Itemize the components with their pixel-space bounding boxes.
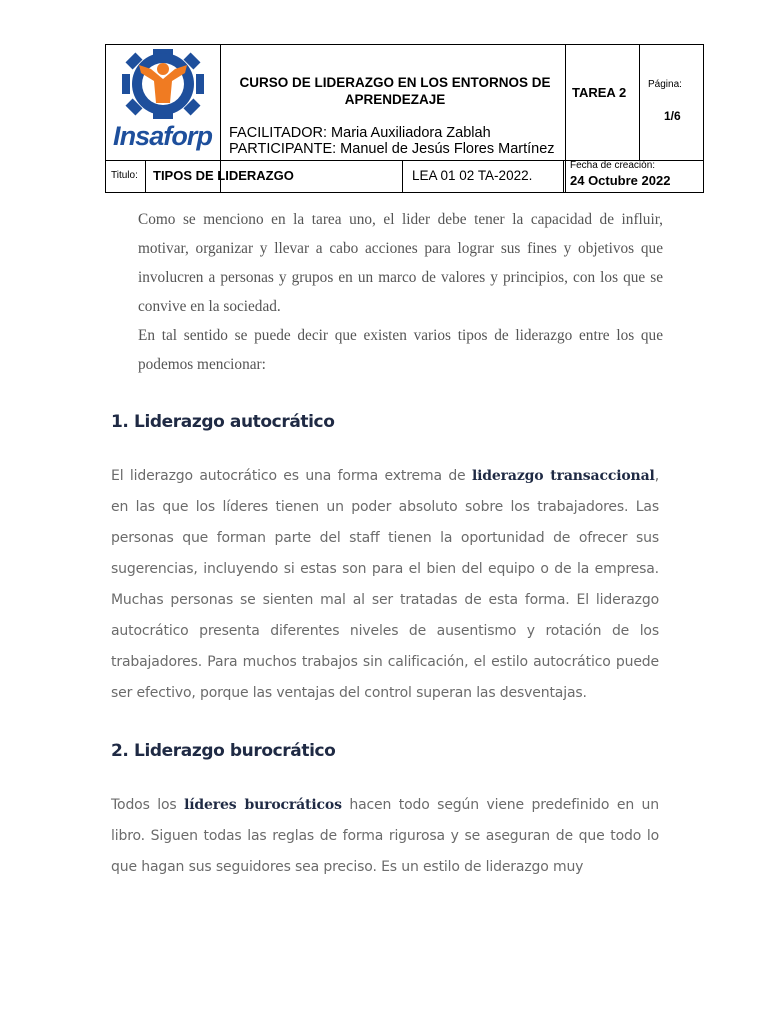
insaforp-logo [106, 45, 220, 160]
title-label-box [105, 160, 146, 192]
logo-wordmark: Insaforp [113, 121, 213, 151]
page-label: Página: [648, 79, 682, 90]
date-label: Fecha de creación: [570, 160, 656, 171]
section-heading-autocratic: 1. Liderazgo autocrático [111, 412, 335, 432]
section-paragraph-autocratic [111, 461, 659, 709]
course-title: CURSO DE LIDERAZGO EN LOS ENTORNOS DE APRENDEZAJE [239, 75, 551, 107]
title-label: Titulo: [111, 170, 138, 181]
highlighted-term-bureaucratic: líderes burocráticos [184, 797, 342, 813]
paragraph-text-start: El liderazgo autocrático es una forma extrema de [111, 468, 472, 484]
document-code: LEA 01 02 TA-2022. [412, 168, 533, 183]
title-value-box [145, 160, 403, 192]
section-heading-bureaucratic: 2. Liderazgo burocrático [111, 741, 336, 761]
page-number: 1/6 [664, 109, 681, 123]
intro-paragraph-1: Como se menciono en la tarea uno, el lider debe tener la capacidad de influir, motivar, organizar y llevar a cabo acciones para lograr sus fines y objetivos que involucren a personas y grupos en un marco de valores y principios, con los que se convive en la sociedad. [138, 211, 663, 315]
course-info-cell [221, 45, 566, 161]
logo-cell [106, 45, 221, 161]
paragraph-text-rest: , en las que los líderes tienen un poder absoluto sobre los trabajadores. Las personas que forman parte del staff tienen la oportunidad de ofrecer sus sugerencias, incluyendo si estas son para el bien del equipo o de la empresa. Muchas personas se sienten mal al ser tratadas de esta forma. El liderazgo autocrático presenta diferentes niveles de ausentismo y rotación de los trabajadores. Para muchos trabajos sin calificación, el estilo autocrático puede ser efectivo, porque las ventajas del control superan las desventajas. [111, 468, 659, 701]
page-cell [640, 45, 704, 161]
title-row [105, 160, 703, 192]
document-title: TIPOS DE LIDERAZGO [153, 168, 294, 183]
facilitator-label: FACILITADOR: Maria Auxiliadora Zablah [229, 125, 491, 141]
paragraph-text-start: Todos los [111, 797, 185, 813]
participant-label: PARTICIPANTE: Manuel de Jesús Flores Martínez [229, 141, 555, 157]
highlighted-term-transactional: liderazgo transaccional [471, 468, 655, 484]
section-paragraph-bureaucratic [111, 790, 659, 883]
task-label: TAREA 2 [572, 85, 627, 100]
date-value: 24 Octubre 2022 [570, 173, 671, 188]
date-box [563, 160, 703, 192]
intro-paragraph-2: En tal sentido se puede decir que existen varios tipos de liderazgo entre los que podemos mencionar: [138, 327, 663, 373]
task-cell [566, 45, 640, 161]
code-box [402, 160, 564, 192]
paragraph-text-rest: hacen todo según viene predefinido en un libro. Siguen todas las reglas de forma rigurosa y se aseguran de que todo lo que hagan sus seguidores sea preciso. Es un estilo de liderazgo muy [111, 797, 659, 875]
